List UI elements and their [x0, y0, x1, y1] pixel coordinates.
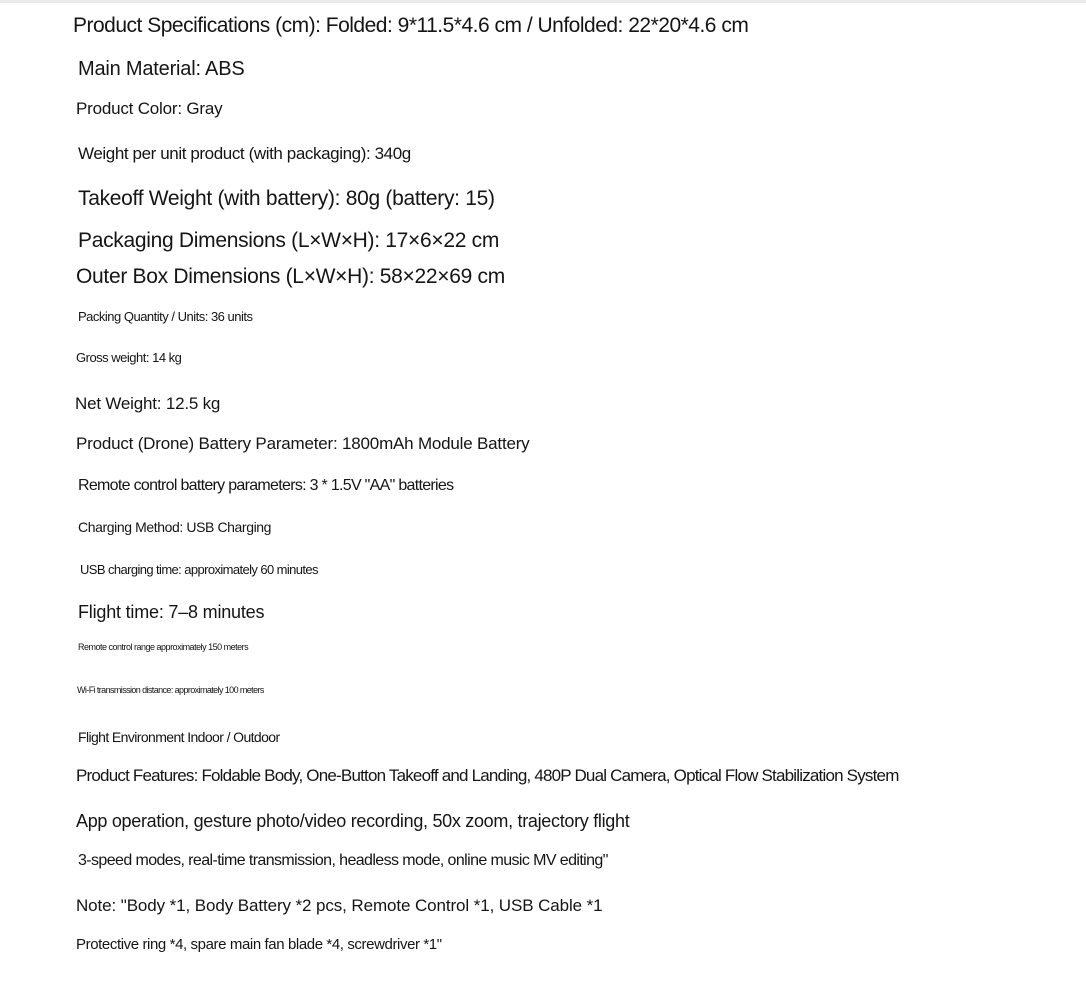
spec-color: Product Color: Gray: [76, 99, 223, 118]
spec-unit-weight: Weight per unit product (with packaging): 340g: [78, 144, 411, 163]
spec-net-weight: Net Weight: 12.5 kg: [75, 394, 221, 413]
spec-dimensions: Product Specifications (cm): Folded: 9*11.5*4.6 cm / Unfolded: 22*20*4.6 cm: [73, 14, 749, 37]
spec-product-features: Product Features: Foldable Body, One-Button Takeoff and Landing, 480P Dual Camera, Optical Flow Stabilization System: [76, 766, 899, 785]
spec-gross-weight: Gross weight: 14 kg: [76, 350, 182, 365]
spec-speed-modes: 3-speed modes, real-time transmission, headless mode, online music MV editing": [78, 852, 608, 869]
spec-package-note: Note: "Body *1, Body Battery *2 pcs, Remote Control *1, USB Cable *1: [76, 896, 603, 915]
spec-flight-time: Flight time: 7–8 minutes: [78, 602, 265, 622]
spec-flight-environment: Flight Environment Indoor / Outdoor: [78, 729, 280, 745]
spec-remote-range: Remote control range approximately 150 meters: [78, 642, 249, 652]
spec-wifi-distance: Wi-Fi transmission distance: approximately 100 meters: [77, 685, 264, 695]
spec-packaging-dimensions: Packaging Dimensions (L×W×H): 17×6×22 cm: [78, 229, 500, 252]
spec-material: Main Material: ABS: [78, 58, 245, 80]
spec-packing-quantity: Packing Quantity / Units: 36 units: [78, 309, 253, 324]
spec-drone-battery: Product (Drone) Battery Parameter: 1800mAh Module Battery: [76, 434, 530, 453]
spec-app-operation: App operation, gesture photo/video recording, 50x zoom, trajectory flight: [76, 811, 630, 831]
spec-accessories: Protective ring *4, spare main fan blade *4, screwdriver *1": [76, 936, 442, 953]
spec-remote-battery: Remote control battery parameters: 3 * 1.5V "AA" batteries: [78, 477, 454, 494]
spec-takeoff-weight: Takeoff Weight (with battery): 80g (battery: 15): [78, 187, 495, 210]
spec-usb-charging-time: USB charging time: approximately 60 minutes: [80, 562, 318, 577]
top-divider: [0, 0, 1086, 3]
spec-charging-method: Charging Method: USB Charging: [78, 519, 272, 535]
spec-outer-box-dimensions: Outer Box Dimensions (L×W×H): 58×22×69 cm: [76, 265, 505, 288]
